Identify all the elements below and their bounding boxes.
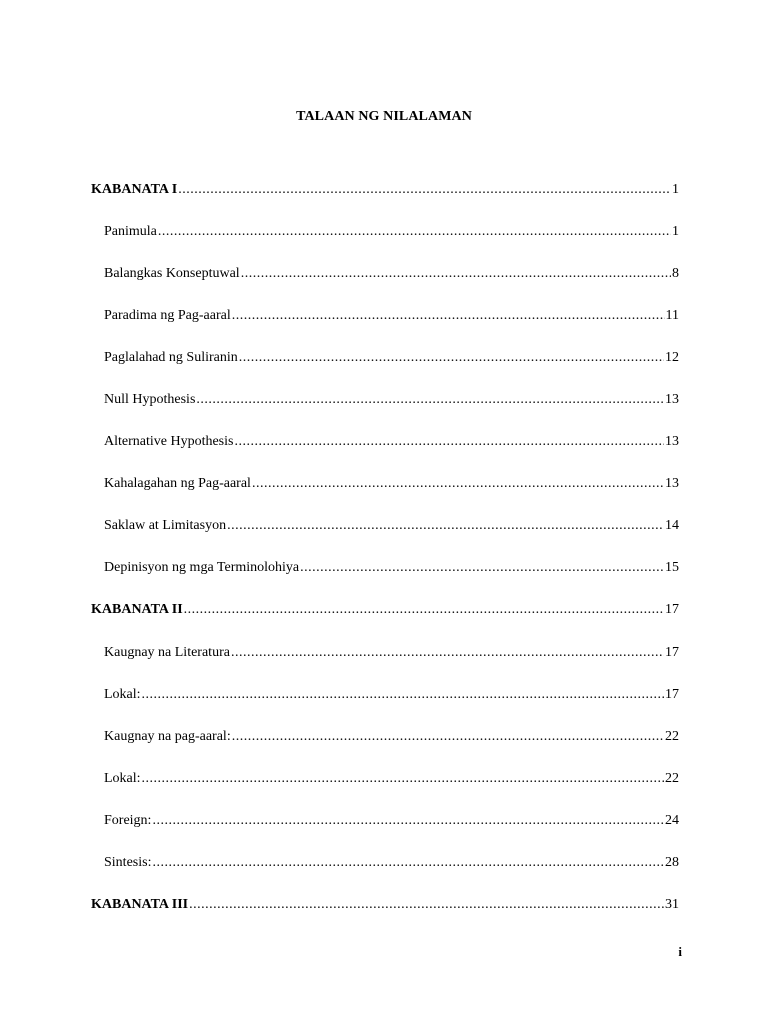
toc-entry-page: 15: [665, 560, 679, 575]
toc-entry-label: Lokal:: [104, 687, 141, 702]
toc-entry-label: Kahalagahan ng Pag-aaral: [104, 476, 251, 491]
dot-leader: [239, 348, 664, 368]
dot-leader: [152, 853, 664, 873]
toc-entry-label: KABANATA I: [91, 182, 178, 197]
dot-leader: [196, 390, 664, 410]
dot-leader: [241, 264, 671, 284]
toc-entry-section[interactable]: [104, 558, 679, 578]
toc-entry-section[interactable]: [104, 853, 679, 873]
dot-leader: [184, 600, 664, 620]
dot-leader: [232, 727, 664, 747]
toc-entry-label: Paglalahad ng Suliranin: [104, 350, 238, 365]
toc-entry-label: Depinisyon ng mga Terminolohiya: [104, 560, 300, 575]
toc-entry-page: 8: [672, 266, 679, 281]
toc-entry-page: 24: [665, 813, 679, 828]
toc-entry-section[interactable]: [104, 222, 679, 242]
page-title: TALAAN NG NILALAMAN: [296, 109, 472, 124]
toc-entry-page: 17: [665, 602, 679, 617]
toc-entry-page: 1: [672, 182, 679, 197]
toc-entry-page: 31: [665, 897, 679, 912]
toc-entry-label: Paradima ng Pag-aaral: [104, 308, 231, 323]
toc-entry-page: 1: [672, 224, 679, 239]
dot-leader: [231, 643, 664, 663]
dot-leader: [158, 222, 671, 242]
dot-leader: [142, 769, 664, 789]
toc-entry-page: 11: [665, 308, 679, 323]
toc-entry-label: Kaugnay na Literatura: [104, 645, 230, 660]
toc-entry-section[interactable]: [104, 474, 679, 494]
toc-entry-section[interactable]: [104, 264, 679, 284]
toc-entry-label: Sintesis:: [104, 855, 152, 870]
toc-entry-section[interactable]: [104, 516, 679, 536]
toc-entry-label: KABANATA II: [91, 602, 183, 617]
toc-entry-section[interactable]: [104, 727, 679, 747]
dot-leader: [142, 685, 664, 705]
dot-leader: [152, 811, 664, 831]
toc-entry-page: 13: [665, 434, 679, 449]
toc-entry-page: 22: [665, 771, 679, 786]
toc-entry-label: KABANATA III: [91, 897, 189, 912]
toc-entry-label: Foreign:: [104, 813, 152, 828]
toc-entry-page: 13: [665, 392, 679, 407]
toc-entry-label: Null Hypothesis: [104, 392, 196, 407]
dot-leader: [178, 180, 671, 200]
toc-entry-page: 17: [665, 687, 679, 702]
toc-entry-page: 22: [665, 729, 679, 744]
dot-leader: [234, 432, 664, 452]
toc-entry-page: 14: [665, 518, 679, 533]
dot-leader: [232, 306, 665, 326]
toc-entry-chapter[interactable]: [91, 895, 679, 915]
toc-entry-label: Alternative Hypothesis: [104, 434, 234, 449]
toc-entry-label: Kaugnay na pag-aaral:: [104, 729, 231, 744]
toc-entry-chapter[interactable]: [91, 600, 679, 620]
toc-entry-section[interactable]: [104, 769, 679, 789]
toc-entry-label: Balangkas Konseptuwal: [104, 266, 240, 281]
toc-entry-section[interactable]: [104, 306, 679, 326]
toc-entry-page: 13: [665, 476, 679, 491]
toc-entry-section[interactable]: [104, 432, 679, 452]
page-number: i: [678, 944, 682, 959]
dot-leader: [227, 516, 664, 536]
toc-entry-label: Panimula: [104, 224, 157, 239]
toc-entry-page: 12: [665, 350, 679, 365]
toc-entry-section[interactable]: [104, 685, 679, 705]
dot-leader: [189, 895, 664, 915]
toc-entry-section[interactable]: [104, 643, 679, 663]
toc-entry-label: Saklaw at Limitasyon: [104, 518, 227, 533]
toc-entry-section[interactable]: [104, 390, 679, 410]
toc-entry-page: 28: [665, 855, 679, 870]
toc-entry-section[interactable]: [104, 811, 679, 831]
toc-entry-chapter[interactable]: [91, 180, 679, 200]
toc-entry-section[interactable]: [104, 348, 679, 368]
dot-leader: [300, 558, 664, 578]
dot-leader: [252, 474, 664, 494]
toc-entry-page: 17: [665, 645, 679, 660]
toc-entry-label: Lokal:: [104, 771, 141, 786]
